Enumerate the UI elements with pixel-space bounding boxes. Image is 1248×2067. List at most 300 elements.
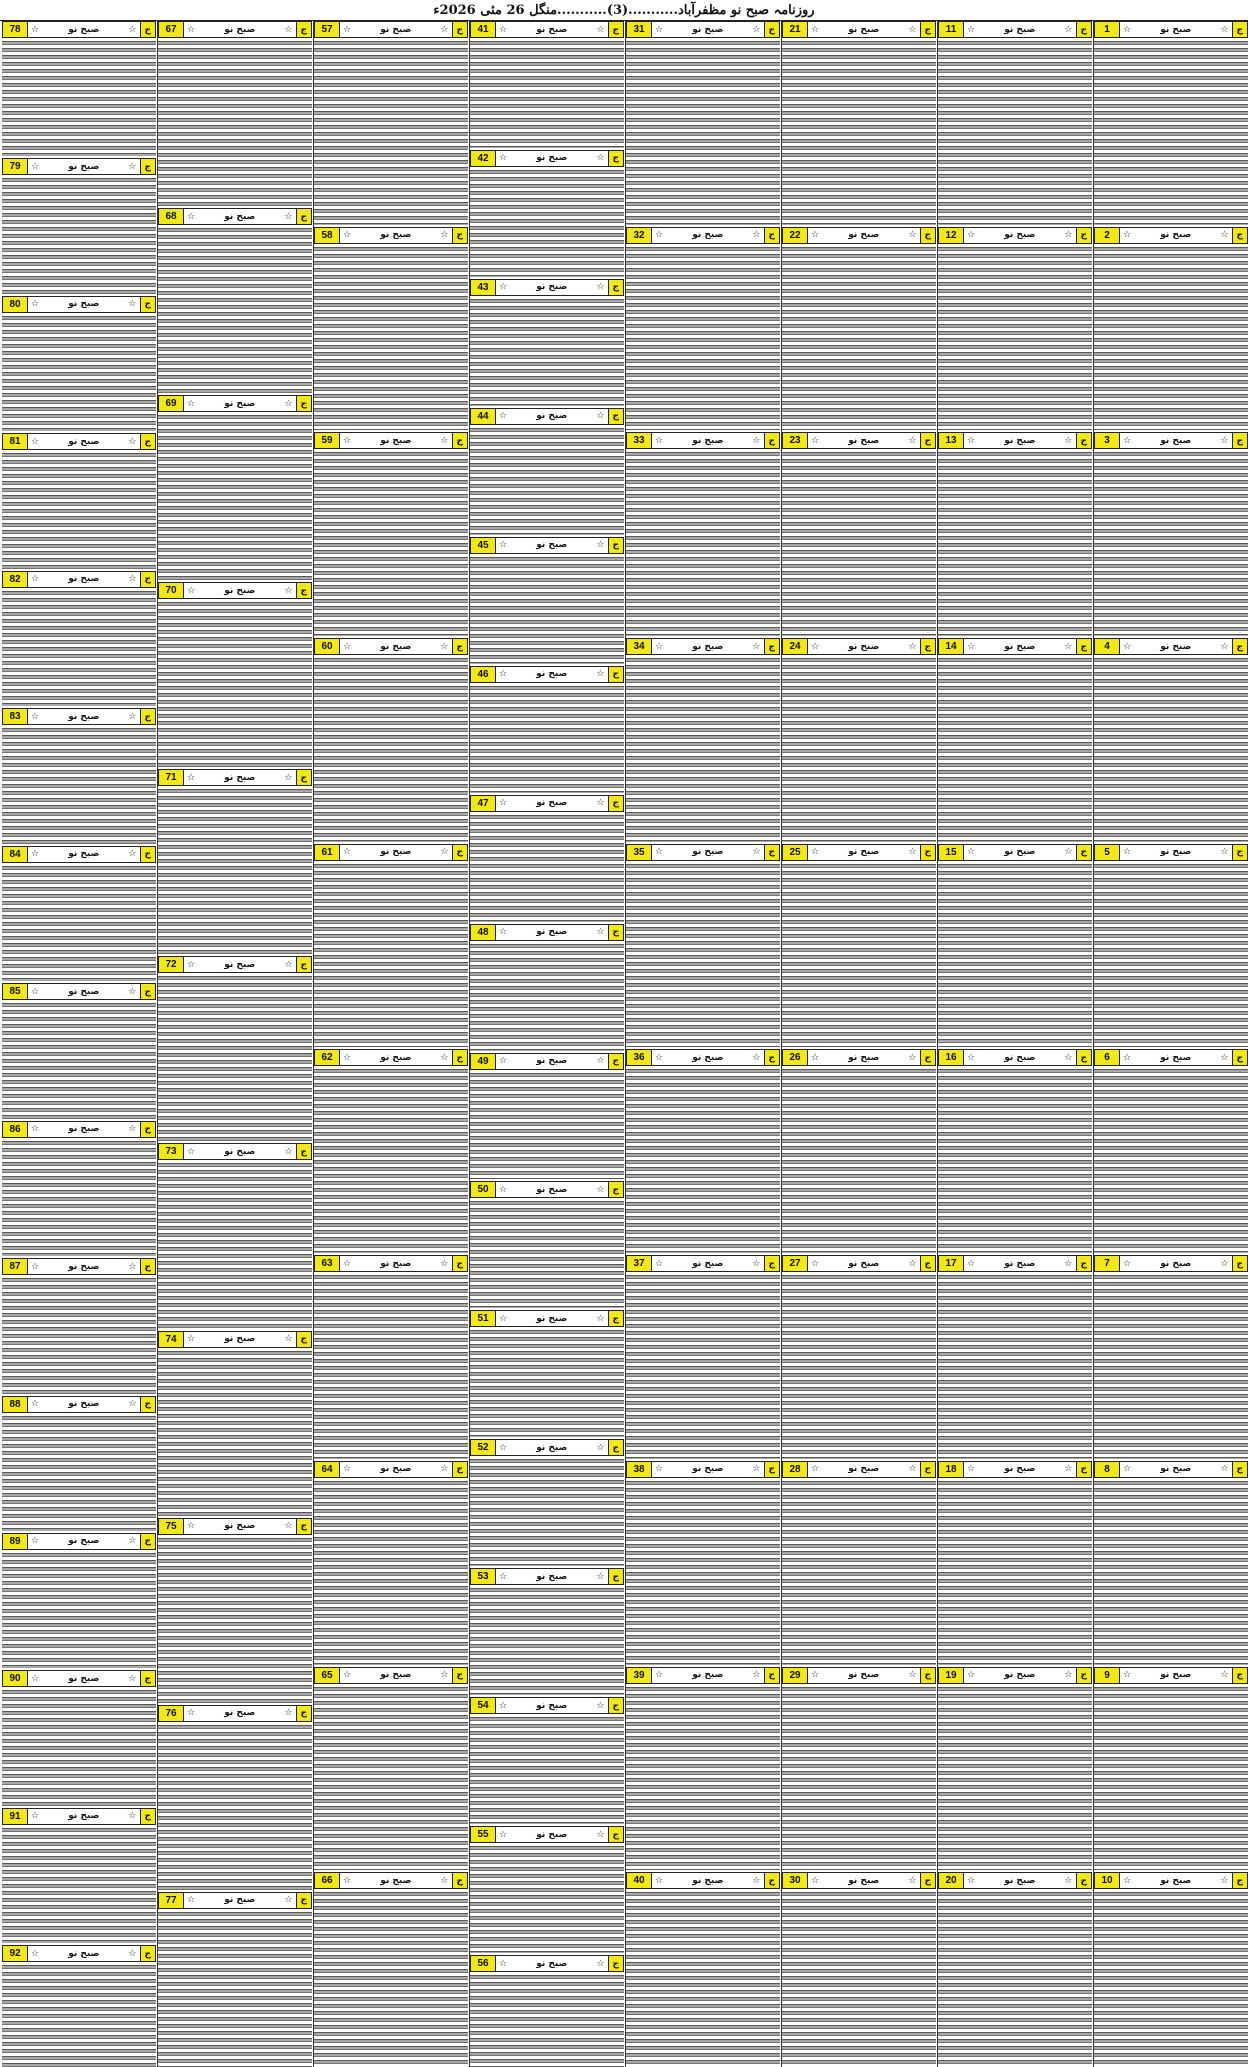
ad-number: 32	[627, 228, 652, 243]
star-icon: ☆	[811, 641, 820, 652]
star-icon: ☆	[343, 230, 352, 241]
ad-text-body	[1094, 245, 1248, 431]
ad-number: 88	[3, 1397, 28, 1412]
star-icon: ☆	[128, 849, 137, 860]
star-icon: ☆	[343, 24, 352, 35]
star-icon: ☆	[284, 1708, 293, 1719]
ad-number-badge	[782, 1461, 936, 1478]
ad-text-body	[2, 314, 156, 431]
ad-number-badge	[314, 1461, 468, 1478]
classified-ad	[470, 279, 624, 407]
ad-number: 23	[783, 433, 808, 448]
ad-number: 78	[3, 22, 28, 37]
ad-text-body	[314, 450, 468, 636]
star-icon: ☆	[499, 24, 508, 35]
star-icon: ☆	[908, 1464, 917, 1475]
star-icon: ☆	[1064, 1670, 1073, 1680]
ad-number-badge	[470, 1697, 624, 1714]
star-icon: ☆	[499, 1958, 508, 1969]
classified-ad	[782, 1872, 936, 2067]
star-icon: ☆	[908, 847, 917, 858]
ad-text-body	[1094, 450, 1248, 636]
ad-text-body	[782, 450, 936, 636]
ad-number-badge	[2, 1945, 156, 1962]
ad-number-badge	[470, 1053, 624, 1070]
ad-text-body	[158, 600, 312, 767]
logo-icon: ج	[608, 925, 624, 940]
ad-text-body	[158, 1723, 312, 1890]
ad-text-body	[470, 942, 624, 1051]
classified-ad	[938, 1255, 1092, 1460]
ad-number: 46	[471, 667, 496, 682]
classified-ad	[938, 432, 1092, 637]
ad-text-body	[938, 1685, 1092, 1871]
ad-number: 5	[1095, 845, 1120, 860]
logo-icon: ج	[1076, 1256, 1092, 1271]
badge-label: صبح نو	[68, 1124, 100, 1135]
star-icon: ☆	[187, 1708, 196, 1719]
logo-icon: ج	[608, 409, 624, 424]
ad-number: 6	[1095, 1050, 1120, 1065]
ad-text-body	[470, 1844, 624, 1953]
star-icon: ☆	[967, 230, 976, 241]
star-icon: ☆	[1064, 1464, 1073, 1475]
classified-ad	[782, 432, 936, 637]
ad-number: 14	[939, 639, 964, 654]
ad-text-body	[626, 1890, 780, 2067]
star-icon: ☆	[1123, 847, 1132, 858]
logo-icon: ج	[920, 433, 936, 448]
logo-icon: ج	[140, 1809, 156, 1824]
ad-number-badge	[1094, 844, 1248, 861]
ad-number: 16	[939, 1050, 964, 1065]
ad-number: 26	[783, 1050, 808, 1065]
star-icon: ☆	[596, 798, 605, 809]
logo-icon: ج	[140, 1534, 156, 1549]
ad-text-body	[626, 1479, 780, 1665]
star-icon: ☆	[967, 1258, 976, 1269]
classified-ad	[782, 227, 936, 432]
star-icon: ☆	[284, 585, 293, 596]
ad-text-body	[1094, 39, 1248, 225]
badge-label: صبح نو	[848, 1464, 880, 1475]
ad-text-body	[782, 245, 936, 431]
badge-label: صبح نو	[380, 847, 412, 858]
ad-text-body	[626, 1273, 780, 1459]
ad-number: 77	[159, 1893, 184, 1908]
ad-text-body	[1094, 1685, 1248, 1871]
classified-ad	[314, 844, 468, 1049]
classified-ad	[938, 1049, 1092, 1254]
classified-ad	[938, 1667, 1092, 1872]
star-icon: ☆	[967, 1464, 976, 1475]
ad-number-badge	[2, 433, 156, 450]
ad-text-body	[470, 813, 624, 922]
ad-text-body	[158, 1349, 312, 1516]
classified-ad	[470, 408, 624, 536]
ad-number: 47	[471, 796, 496, 811]
ad-number-badge	[782, 1255, 936, 1272]
ad-number-badge	[782, 21, 936, 38]
star-icon: ☆	[187, 1334, 196, 1345]
ad-number: 35	[627, 845, 652, 860]
ad-number-badge	[158, 1143, 312, 1160]
ad-text-body	[470, 1973, 624, 2067]
classified-ad	[626, 432, 780, 637]
star-icon: ☆	[811, 24, 820, 35]
star-icon: ☆	[811, 1258, 820, 1269]
logo-icon: ج	[1232, 228, 1248, 243]
ad-text-body	[2, 589, 156, 706]
ad-number: 39	[627, 1668, 652, 1683]
badge-label: صبح نو	[1004, 230, 1036, 241]
star-icon: ☆	[31, 161, 40, 172]
star-icon: ☆	[1123, 1875, 1132, 1886]
classified-ad	[938, 1872, 1092, 2067]
ad-number: 87	[3, 1259, 28, 1274]
ad-number-badge	[314, 638, 468, 655]
ad-number: 1	[1095, 22, 1120, 37]
logo-icon: ج	[452, 639, 468, 654]
ad-text-body	[626, 39, 780, 225]
ad-number-badge	[626, 21, 780, 38]
star-icon: ☆	[284, 959, 293, 970]
ad-text-body	[314, 1685, 468, 1871]
star-icon: ☆	[752, 1670, 761, 1680]
ad-number: 30	[783, 1873, 808, 1888]
ad-number-badge	[470, 408, 624, 425]
classified-ad	[626, 1872, 780, 2067]
ad-text-body	[938, 450, 1092, 636]
ad-number-badge	[626, 1255, 780, 1272]
classified-ad	[470, 21, 624, 149]
badge-label: صبح نو	[224, 398, 256, 409]
ad-number-badge	[2, 1396, 156, 1413]
star-icon: ☆	[31, 1673, 40, 1684]
badge-label: صبح نو	[68, 24, 100, 35]
logo-icon: ج	[296, 583, 312, 598]
ad-number-badge	[2, 1670, 156, 1687]
ad-number-badge	[626, 1461, 780, 1478]
classified-ad	[2, 1258, 156, 1394]
ad-number-badge	[470, 150, 624, 167]
classified-ad	[938, 227, 1092, 432]
ad-number-badge	[1094, 638, 1248, 655]
badge-label: صبح نو	[380, 230, 412, 241]
ad-text-body	[2, 864, 156, 981]
ad-text-body	[2, 1551, 156, 1668]
ad-number-badge	[938, 1461, 1092, 1478]
badge-label: صبح نو	[1004, 1052, 1036, 1063]
star-icon: ☆	[1220, 1464, 1229, 1475]
classified-ad	[2, 296, 156, 432]
logo-icon: ج	[1232, 433, 1248, 448]
ad-number-badge	[470, 1439, 624, 1456]
classified-ad	[1094, 1461, 1248, 1666]
ad-number-badge	[1094, 1255, 1248, 1272]
star-icon: ☆	[343, 1258, 352, 1269]
ad-number: 27	[783, 1256, 808, 1271]
star-icon: ☆	[655, 1670, 664, 1680]
ad-number: 41	[471, 22, 496, 37]
ad-number-badge	[938, 1049, 1092, 1066]
badge-label: صبح نو	[536, 798, 568, 809]
classified-column	[1093, 20, 1248, 2067]
star-icon: ☆	[596, 282, 605, 293]
ad-number: 22	[783, 228, 808, 243]
ad-number: 52	[471, 1440, 496, 1455]
ad-number-badge	[158, 1705, 312, 1722]
ad-number: 28	[783, 1462, 808, 1477]
ad-text-body	[938, 39, 1092, 225]
page-header	[0, 0, 1248, 21]
logo-icon: ج	[452, 1256, 468, 1271]
ad-number: 91	[3, 1809, 28, 1824]
logo-icon: ج	[296, 1706, 312, 1721]
badge-label: صبح نو	[536, 1571, 568, 1582]
star-icon: ☆	[31, 299, 40, 310]
ad-number: 64	[315, 1462, 340, 1477]
badge-label: صبح نو	[380, 1670, 412, 1680]
star-icon: ☆	[31, 1536, 40, 1547]
classified-ad	[782, 844, 936, 1049]
star-icon: ☆	[752, 230, 761, 241]
star-icon: ☆	[1123, 24, 1132, 35]
star-icon: ☆	[752, 641, 761, 652]
star-icon: ☆	[1064, 641, 1073, 652]
ad-number: 58	[315, 228, 340, 243]
star-icon: ☆	[655, 641, 664, 652]
badge-label: صبح نو	[380, 24, 412, 35]
ad-text-body	[2, 1688, 156, 1805]
ad-number: 83	[3, 709, 28, 724]
badge-label: صبح نو	[848, 435, 880, 446]
ad-number-badge	[782, 1667, 936, 1684]
star-icon: ☆	[596, 1184, 605, 1195]
logo-icon: ج	[1076, 1873, 1092, 1888]
classified-ad	[1094, 432, 1248, 637]
badge-label: صبح نو	[1004, 641, 1036, 652]
ad-text-body	[470, 1715, 624, 1824]
star-icon: ☆	[343, 641, 352, 652]
star-icon: ☆	[31, 1124, 40, 1135]
star-icon: ☆	[343, 1670, 352, 1680]
logo-icon: ج	[764, 639, 780, 654]
ad-number-badge	[470, 1568, 624, 1585]
ad-number: 80	[3, 297, 28, 312]
star-icon: ☆	[440, 1258, 449, 1269]
star-icon: ☆	[967, 1875, 976, 1886]
ad-number: 60	[315, 639, 340, 654]
badge-label: صبح نو	[692, 1052, 724, 1063]
classified-ad	[1094, 1255, 1248, 1460]
ad-number: 9	[1095, 1668, 1120, 1683]
classified-ad	[626, 638, 780, 843]
logo-icon: ج	[140, 1397, 156, 1412]
badge-label: صبح نو	[1160, 1464, 1192, 1475]
badge-label: صبح نو	[692, 1875, 724, 1886]
ad-text-body	[158, 1536, 312, 1703]
ad-number-badge	[782, 227, 936, 244]
badge-label: صبح نو	[536, 1184, 568, 1195]
logo-icon: ج	[140, 297, 156, 312]
star-icon: ☆	[1220, 1258, 1229, 1269]
logo-icon: ج	[1232, 845, 1248, 860]
ad-number: 53	[471, 1569, 496, 1584]
ad-number-badge	[158, 21, 312, 38]
classified-ad	[158, 1143, 312, 1329]
logo-icon: ج	[1232, 1668, 1248, 1683]
star-icon: ☆	[967, 1670, 976, 1680]
logo-icon: ج	[1232, 22, 1248, 37]
classified-ad	[2, 1945, 156, 2067]
ad-text-body	[158, 1161, 312, 1328]
classified-ad	[1094, 1667, 1248, 1872]
logo-icon: ج	[1232, 639, 1248, 654]
ad-number: 82	[3, 572, 28, 587]
classified-ad	[158, 208, 312, 394]
classified-ad	[938, 1461, 1092, 1666]
star-icon: ☆	[31, 1811, 40, 1822]
badge-label: صبح نو	[68, 1536, 100, 1547]
ad-text-body	[938, 1273, 1092, 1459]
badge-label: صبح نو	[692, 24, 724, 35]
logo-icon: ج	[764, 22, 780, 37]
classified-ad	[158, 395, 312, 581]
classified-column	[2, 20, 156, 2067]
ad-number-badge	[1094, 227, 1248, 244]
star-icon: ☆	[31, 1399, 40, 1410]
ad-number: 2	[1095, 228, 1120, 243]
ad-number: 37	[627, 1256, 652, 1271]
ad-text-body	[2, 1139, 156, 1256]
classified-ad	[782, 638, 936, 843]
ad-text-body	[1094, 1273, 1248, 1459]
badge-label: صبح نو	[1004, 847, 1036, 858]
star-icon: ☆	[499, 1056, 508, 1066]
classified-ad	[2, 158, 156, 294]
logo-icon: ج	[920, 1873, 936, 1888]
logo-icon: ج	[452, 1873, 468, 1888]
ad-number-badge	[470, 924, 624, 941]
ad-number: 38	[627, 1462, 652, 1477]
logo-icon: ج	[296, 1893, 312, 1908]
classified-ad	[1094, 844, 1248, 1049]
badge-label: صبح نو	[224, 585, 256, 596]
star-icon: ☆	[752, 847, 761, 858]
classified-column	[313, 20, 468, 2067]
badge-label: صبح نو	[1004, 435, 1036, 446]
ad-number: 34	[627, 639, 652, 654]
badge-label: صبح نو	[224, 959, 256, 970]
ad-number-badge	[626, 844, 780, 861]
logo-icon: ج	[608, 1311, 624, 1326]
star-icon: ☆	[1064, 1258, 1073, 1269]
ad-text-body	[470, 1586, 624, 1695]
ad-text-body	[2, 1963, 156, 2067]
ad-number: 57	[315, 22, 340, 37]
ad-number-badge	[938, 432, 1092, 449]
star-icon: ☆	[1123, 230, 1132, 241]
star-icon: ☆	[128, 574, 137, 585]
ad-text-body	[158, 226, 312, 393]
ad-text-body	[1094, 1890, 1248, 2067]
ad-number: 18	[939, 1462, 964, 1477]
classified-ad	[626, 1461, 780, 1666]
star-icon: ☆	[499, 540, 508, 551]
star-icon: ☆	[596, 1571, 605, 1582]
ad-number: 36	[627, 1050, 652, 1065]
star-icon: ☆	[128, 299, 137, 310]
star-icon: ☆	[128, 1261, 137, 1272]
ad-number: 7	[1095, 1256, 1120, 1271]
ad-number: 55	[471, 1827, 496, 1842]
classified-ad	[314, 1667, 468, 1872]
ad-number-badge	[1094, 1049, 1248, 1066]
badge-label: صبح نو	[1160, 1052, 1192, 1063]
ad-text-body	[2, 1414, 156, 1531]
classified-ad	[2, 571, 156, 707]
ad-number-badge	[938, 1872, 1092, 1889]
badge-label: صبح نو	[224, 1708, 256, 1719]
ad-number-badge	[626, 227, 780, 244]
logo-icon: ج	[1232, 1873, 1248, 1888]
classified-ad	[782, 1461, 936, 1666]
badge-label: صبح نو	[224, 211, 256, 222]
classified-ad	[782, 1255, 936, 1460]
logo-icon: ج	[608, 1182, 624, 1197]
star-icon: ☆	[1123, 1258, 1132, 1269]
logo-icon: ج	[1232, 1050, 1248, 1065]
ad-number: 85	[3, 984, 28, 999]
ad-number: 59	[315, 433, 340, 448]
logo-icon: ج	[140, 984, 156, 999]
star-icon: ☆	[440, 1670, 449, 1680]
star-icon: ☆	[752, 1258, 761, 1269]
ad-number: 54	[471, 1698, 496, 1713]
ad-text-body	[1094, 656, 1248, 842]
classified-ad	[314, 638, 468, 843]
logo-icon: ج	[452, 845, 468, 860]
star-icon: ☆	[499, 927, 508, 938]
ad-number: 49	[471, 1054, 496, 1069]
badge-label: صبح نو	[848, 1875, 880, 1886]
ad-number-badge	[158, 1892, 312, 1909]
star-icon: ☆	[1064, 230, 1073, 241]
ad-text-body	[938, 656, 1092, 842]
ad-number-badge	[470, 279, 624, 296]
star-icon: ☆	[596, 1700, 605, 1711]
ad-number-badge	[2, 1808, 156, 1825]
ad-number: 65	[315, 1668, 340, 1683]
ad-number-badge	[314, 844, 468, 861]
star-icon: ☆	[596, 669, 605, 680]
logo-icon: ج	[296, 22, 312, 37]
star-icon: ☆	[128, 161, 137, 172]
star-icon: ☆	[655, 1258, 664, 1269]
ad-number: 20	[939, 1873, 964, 1888]
logo-icon: ج	[1232, 1256, 1248, 1271]
ad-text-body	[626, 862, 780, 1048]
star-icon: ☆	[1064, 1875, 1073, 1886]
star-icon: ☆	[1220, 230, 1229, 241]
badge-label: صبح نو	[68, 1811, 100, 1822]
star-icon: ☆	[499, 1829, 508, 1840]
ad-number-badge	[2, 21, 156, 38]
ad-number-badge	[158, 1518, 312, 1535]
badge-label: صبح نو	[380, 1464, 412, 1475]
classified-ad	[1094, 227, 1248, 432]
